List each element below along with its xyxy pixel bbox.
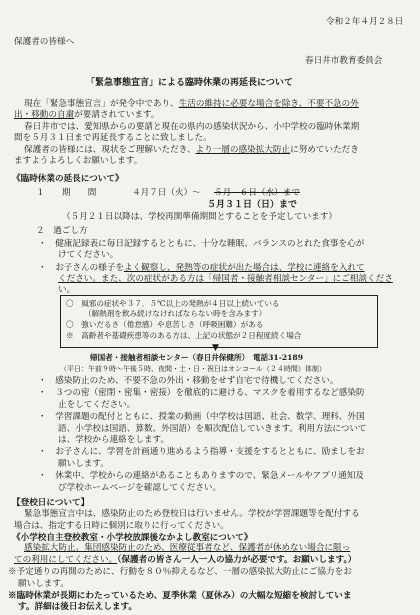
school-days-line-1: 緊急事態宣言中は、感染防止のため登校日は行いません。学校が学習課題等を配付する <box>24 509 360 520</box>
bullet-assignments-3: は、学校から連絡をします。 <box>58 435 170 446</box>
section-heading-school-days: 【登校日について】 <box>12 497 90 508</box>
sender: 春日井市教育委員会 <box>305 56 383 66</box>
symptom-1-note: （解熱剤を飲み続けなければならない時を含みます） <box>84 309 267 319</box>
bullet-observe-3: い。 <box>58 285 76 296</box>
footnote-1-line-2: 願いします。 <box>18 578 69 589</box>
school-days-line-2: 場合は、指定する日時に個別に取りに行ってください。 <box>14 520 229 531</box>
bullet-health-1: ・ 健康記録表に毎日記録するとともに、十分な睡眠、バランスのとれた食事を心が <box>38 238 365 249</box>
item2-heading: ２ 過ごし方 <box>36 226 88 237</box>
footnote-2-line-1: ※臨時休業が長期にわたっているため、夏季休業（夏休み）の大幅な短縮を検討していま <box>8 590 352 601</box>
intro-text: が要請されています。 <box>74 110 160 121</box>
bullet-observe-2 <box>58 273 393 285</box>
old-end-date: ５月 ６日（水）まで <box>214 187 300 198</box>
arrow-down-icon: ▼ <box>212 343 219 354</box>
intro-line-6: ますようよろしくお願いします。 <box>14 155 143 166</box>
bullet-underlined: ください。 <box>58 273 101 284</box>
intro-text: 現在「緊急事態宣言」が発令中であり、 <box>24 98 179 109</box>
intro-line-1 <box>24 98 359 110</box>
period-label: 期 間 <box>62 187 97 198</box>
bullet-support-2: 願いします。 <box>58 458 109 469</box>
after-school-line-2 <box>14 554 356 566</box>
section-heading-after-school: 《小学校自主登校教室・小学校放課後なかよし教室について》 <box>12 532 253 543</box>
intro-text: 保護者の皆様には、現状をご理解いただき、 <box>24 144 196 155</box>
footnote-2-line-2: す。詳細は後日お伝えします。 <box>18 602 137 613</box>
bullet-contact-2: び学校ホームページを確認してください。 <box>58 482 222 493</box>
section-heading-closure: 《臨時休業の延長について》 <box>12 174 124 185</box>
consultation-center: 帰国者・接触者相談センター（春日井保健所） 電話31-2189 <box>90 353 303 363</box>
intro-text: に努めていただき <box>290 144 359 155</box>
intro-line-4: 間を５月３１日まで再延長することに致しました。 <box>14 133 212 144</box>
footnote-1-line-1: ※予定通りの再開のために、行動を８０％抑えるなど、一層の感染拡大防止にご協力をお <box>8 567 352 578</box>
intro-underlined: より一層の感染拡大防止 <box>195 144 291 155</box>
new-end-date: ５月３１日（日）まで <box>207 200 298 211</box>
symptom-1: 〇 風邪の症状や３７．５℃以上の発熱が４日以上続いている <box>66 298 280 308</box>
symptom-2: 〇 強いだるさ（倦怠感）や息苦しさ（呼吸困難）がある <box>66 319 264 329</box>
after-school-underlined: ての利用にしてください。 <box>14 554 118 565</box>
bullet-health-2: けてください。 <box>58 250 119 261</box>
after-school-bold: （保護者の皆さん一人一人の協力が必要です。お願いします。） <box>117 554 357 565</box>
bullet-assignments-2: 語、小学校は国語、算数、外国語）を順次配信していきます。利用方法について <box>58 423 367 434</box>
item-number: １ <box>36 187 45 198</box>
bullet-underlined: また、次の症状がある方は「帰国者・接触者相談センター」にご相談くださ <box>100 273 393 284</box>
intro-line-5 <box>24 144 359 156</box>
bullet-underlined: よく観察し、発熱等の症状が出た場合は、学校に連絡を入れて <box>123 262 365 273</box>
intro-underlined: 出・移動の自粛 <box>14 110 75 121</box>
bullet-support-1: ・ お子さんに、学習を計画通り進めるよう指導・支援をするとともに、励ましをお <box>38 447 365 458</box>
addressee: 保護者の皆様へ <box>14 37 75 47</box>
bullet-three-cs-1: ・ ３つの密（密閉・密集・密接）を徹底的に避ける、マスクを着用するなど感染防 <box>38 388 365 399</box>
bullet-observe-1 <box>38 262 365 274</box>
bullet-assignments-1: ・ 学習課題の配付とともに、授業の動画（中学校は国語、社会、数学、理科、外国 <box>38 412 365 423</box>
period-start: ４月７日（火） <box>132 187 193 198</box>
notice-date: 令和２年４月２８日 <box>326 17 404 27</box>
bullet-stay-home: ・ 感染防止のため、不要不急の外出・移動をせず自宅で待機してください。 <box>38 376 339 387</box>
bullet-text: ・ お子さんの様子を <box>38 262 124 273</box>
symptom-elderly-note: ※ 高齢者や基礎疾患等のある方は、上記の状態が２日程度続く場合 <box>66 331 302 341</box>
page-title: 「緊急事態宣言」による臨時休業の再延長について <box>86 78 293 88</box>
after-school-line-1: 感染拡大防止、集団感染防止のため、医療従事者など、保護者が休めない場合に限っ <box>24 543 351 554</box>
bullet-contact-1: ・ 休業中、学校からの連絡があることもありますので、緊急メールやアプリ通知及 <box>38 471 364 482</box>
consultation-hours: （平日：午前９時～午後５時、夜間・土・日・祝日はオンコール（２４時間）体制） <box>60 364 326 373</box>
period-tilde: ～ <box>192 187 201 198</box>
intro-line-3: 春日井市では、愛知県からの要請と現在の県内の感染状況から、小中学校の臨時休業期 <box>24 121 360 132</box>
intro-line-2 <box>14 109 159 121</box>
period-note: （５月２１日以降は、学校再開準備期間とすることを予定しています） <box>62 212 338 223</box>
bullet-three-cs-2: 止をしてください。 <box>58 399 136 410</box>
intro-underlined: 生活の維持に必要な場合を除き、不要不急の外 <box>178 98 359 109</box>
